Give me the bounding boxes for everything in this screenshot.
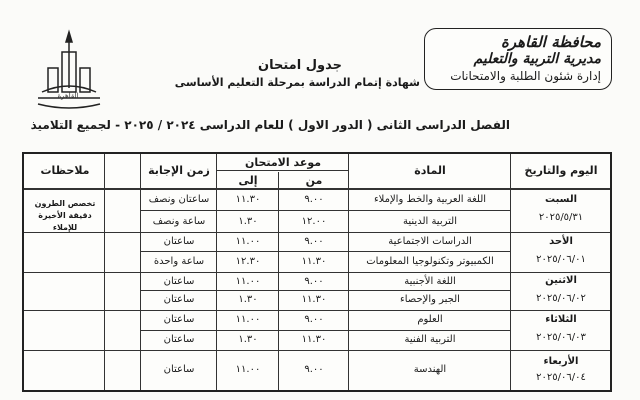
header-duration: زمن الإجابة: [148, 164, 210, 177]
day-label: الاثنين: [545, 275, 577, 286]
duration-cell: ساعة ونصف: [152, 216, 206, 227]
subject-cell: اللغة الأجنبية: [404, 276, 456, 287]
subject-cell: التربية الفنية: [404, 334, 456, 345]
document-title: جدول امتحان: [258, 58, 342, 73]
duration-cell: ساعتان: [163, 236, 195, 247]
to-cell: ١١.٠٠: [235, 276, 261, 287]
term-line: الفصل الدراسى الثانى ( الدور الاول ) للعام الدراسى ٢٠٢٤ / ٢٠٢٥ - لجميع التلاميذ: [30, 118, 510, 132]
header-to: إلى: [238, 174, 258, 187]
duration-cell: ساعتان: [163, 294, 195, 305]
subject-cell: الكمبيوتر وتكنولوجيا المعلومات: [366, 256, 494, 267]
date-label: ٢٠٢٥/٠٦/٠٢: [536, 293, 586, 304]
from-cell: ١٢.٠٠: [301, 216, 327, 227]
from-cell: ٩.٠٠: [304, 236, 324, 247]
duration-cell: ساعتان: [163, 276, 195, 287]
day-label: السبت: [544, 194, 578, 205]
date-label: ٢٠٢٥/٠٦/٠١: [536, 254, 586, 265]
date-label: ٢٠٢٥/٠٦/٠٣: [536, 332, 586, 343]
to-cell: ١.٣٠: [238, 294, 258, 305]
subject-cell: التربية الدينية: [403, 216, 457, 227]
duration-cell: ساعتان: [163, 314, 195, 325]
date-label: ٢٠٢٥/٥/٣١: [538, 212, 584, 223]
directorate-name: مديرية التربية والتعليم: [473, 51, 601, 67]
date-label: ٢٠٢٥/٠٦/٠٤: [536, 372, 586, 383]
header-subject: المادة: [414, 164, 446, 177]
day-label: الثلاثاء: [545, 314, 577, 325]
subject-cell: اللغة العربية والخط والإملاء: [373, 194, 487, 205]
subject-cell: الدراسات الاجتماعية: [388, 236, 472, 247]
subject-cell: العلوم: [417, 314, 443, 325]
logo-caption: القاهرة: [57, 92, 79, 100]
duration-cell: ساعتان: [163, 334, 195, 345]
to-cell: ١٢.٣٠: [235, 256, 261, 267]
exam-table: [22, 152, 612, 392]
to-cell: ١١.٠٠: [235, 236, 261, 247]
from-cell: ٩.٠٠: [304, 276, 324, 287]
governorate-name: محافظة القاهرة: [501, 33, 601, 51]
organization-box: [424, 28, 612, 90]
to-cell: ١.٣٠: [238, 216, 258, 227]
day-label: الأحد: [549, 236, 573, 247]
header-notes: ملاحظات: [40, 164, 90, 177]
duration-cell: ساعتان: [163, 364, 195, 375]
from-cell: ٩.٠٠: [304, 194, 324, 205]
from-cell: ١١.٣٠: [301, 294, 327, 305]
from-cell: ١١.٣٠: [301, 256, 327, 267]
document-subtitle: شهادة إتمام الدراسة بمرحلة التعليم الأساسى: [174, 76, 420, 89]
to-cell: ١١.٠٠: [235, 314, 261, 325]
to-cell: ١١.٣٠: [235, 194, 261, 205]
cairo-governorate-logo: [26, 28, 112, 118]
to-cell: ١١.٠٠: [235, 364, 261, 375]
subject-cell: الجبر والإحصاء: [400, 294, 460, 305]
header-exam-time: موعد الامتحان: [244, 156, 322, 169]
notes-cell: تخصص الطرون دقيقة الأخيرة للإملاء: [34, 199, 96, 232]
header-from: من: [305, 174, 323, 187]
duration-cell: ساعتان ونصف: [148, 194, 210, 205]
from-cell: ١١.٣٠: [301, 334, 327, 345]
department-name: إدارة شئون الطلبة والامتحانات: [450, 69, 601, 83]
header-day-date: اليوم والتاريخ: [524, 164, 598, 177]
from-cell: ٩.٠٠: [304, 364, 324, 375]
to-cell: ١.٣٠: [238, 334, 258, 345]
subject-cell: الهندسة: [413, 364, 447, 375]
day-label: الأربعاء: [543, 356, 579, 367]
from-cell: ٩.٠٠: [304, 314, 324, 325]
duration-cell: ساعة واحدة: [153, 256, 205, 267]
